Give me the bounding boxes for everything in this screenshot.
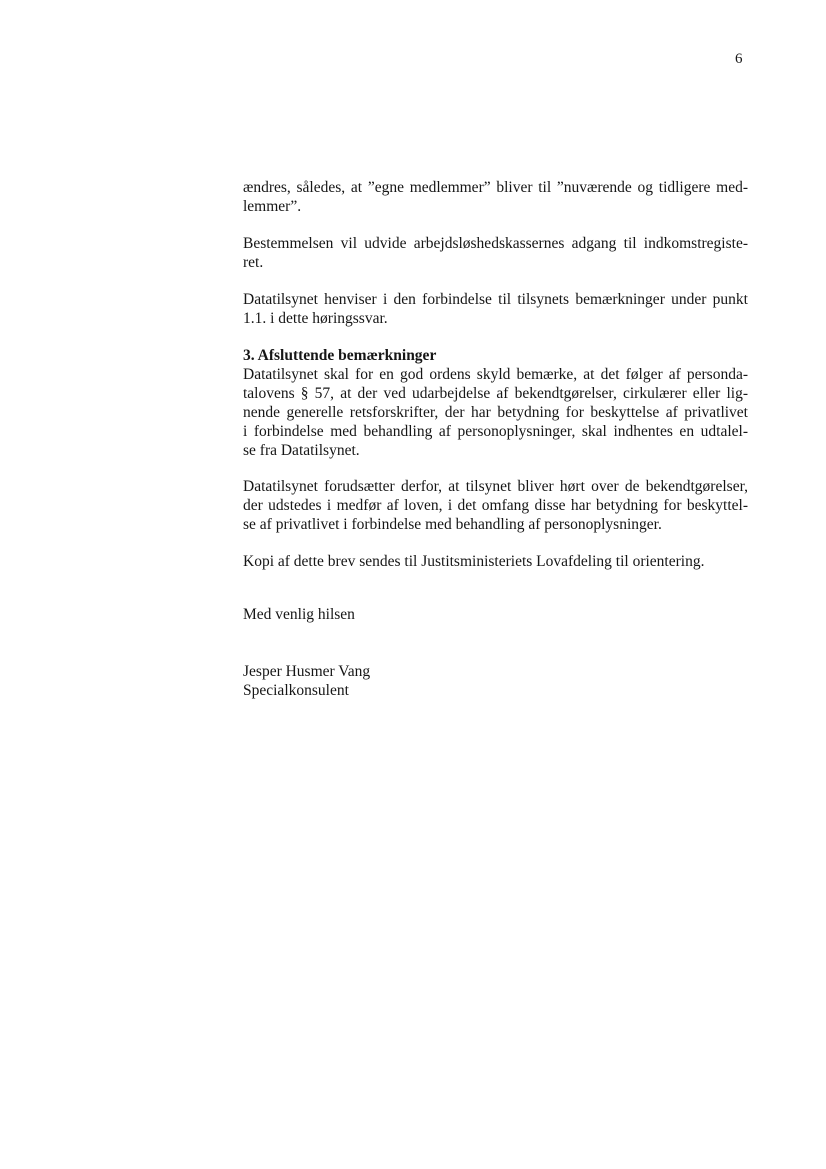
text-line: se fra Datatilsynet. [243, 442, 360, 459]
greeting-text: Med venlig hilsen [243, 606, 355, 623]
text-line: ret. [243, 254, 264, 271]
signature-block [243, 662, 748, 700]
closing-greeting [243, 605, 748, 624]
text-line: Bestemmelsen vil udvide arbejdsløshedskassernes adgang til indkomstregiste- [243, 235, 748, 252]
text-line: nende generelle retsforskrifter, der har betydning for beskyttelse af privatlivet [243, 404, 748, 421]
text-line: lemmer”. [243, 198, 302, 215]
signatory-name: Jesper Husmer Vang [243, 663, 371, 680]
paragraph-reference [243, 290, 748, 328]
text-line: 1.1. i dette høringssvar. [243, 310, 388, 327]
page-number: 6 [735, 51, 743, 67]
paragraph-assumption [243, 477, 748, 534]
paragraph-amendment [243, 178, 748, 216]
paragraph-copy-notice [243, 552, 748, 571]
text-line: ændres, således, at ”egne medlemmer” bliver til ”nuværende og tidligere med- [243, 179, 748, 196]
text-line: talovens § 57, at der ved udarbejdelse af bekendtgørelser, cirkulærer eller lig- [243, 385, 748, 402]
text-line: Kopi af dette brev sendes til Justitsministeriets Lovafdeling til orientering. [243, 553, 705, 570]
paragraph-provision [243, 234, 748, 272]
signatory-title: Specialkonsulent [243, 682, 349, 699]
section-heading: 3. Afsluttende bemærkninger [243, 347, 437, 364]
text-line: Datatilsynet skal for en god ordens skyld bemærke, at det følger af personda- [243, 366, 748, 383]
section-concluding-remarks [243, 346, 748, 460]
text-line: se af privatlivet i forbindelse med behandling af personoplysninger. [243, 516, 662, 533]
text-line: Datatilsynet henviser i den forbindelse til tilsynets bemærkninger under punkt [243, 291, 748, 308]
text-line: Datatilsynet forudsætter derfor, at tilsynet bliver hørt over de bekendtgørelser, [243, 478, 748, 495]
text-line: der udstedes i medfør af loven, i det omfang disse har betydning for beskyttel- [243, 497, 748, 514]
text-line: i forbindelse med behandling af personoplysninger, skal indhentes en udtalel- [243, 423, 748, 440]
